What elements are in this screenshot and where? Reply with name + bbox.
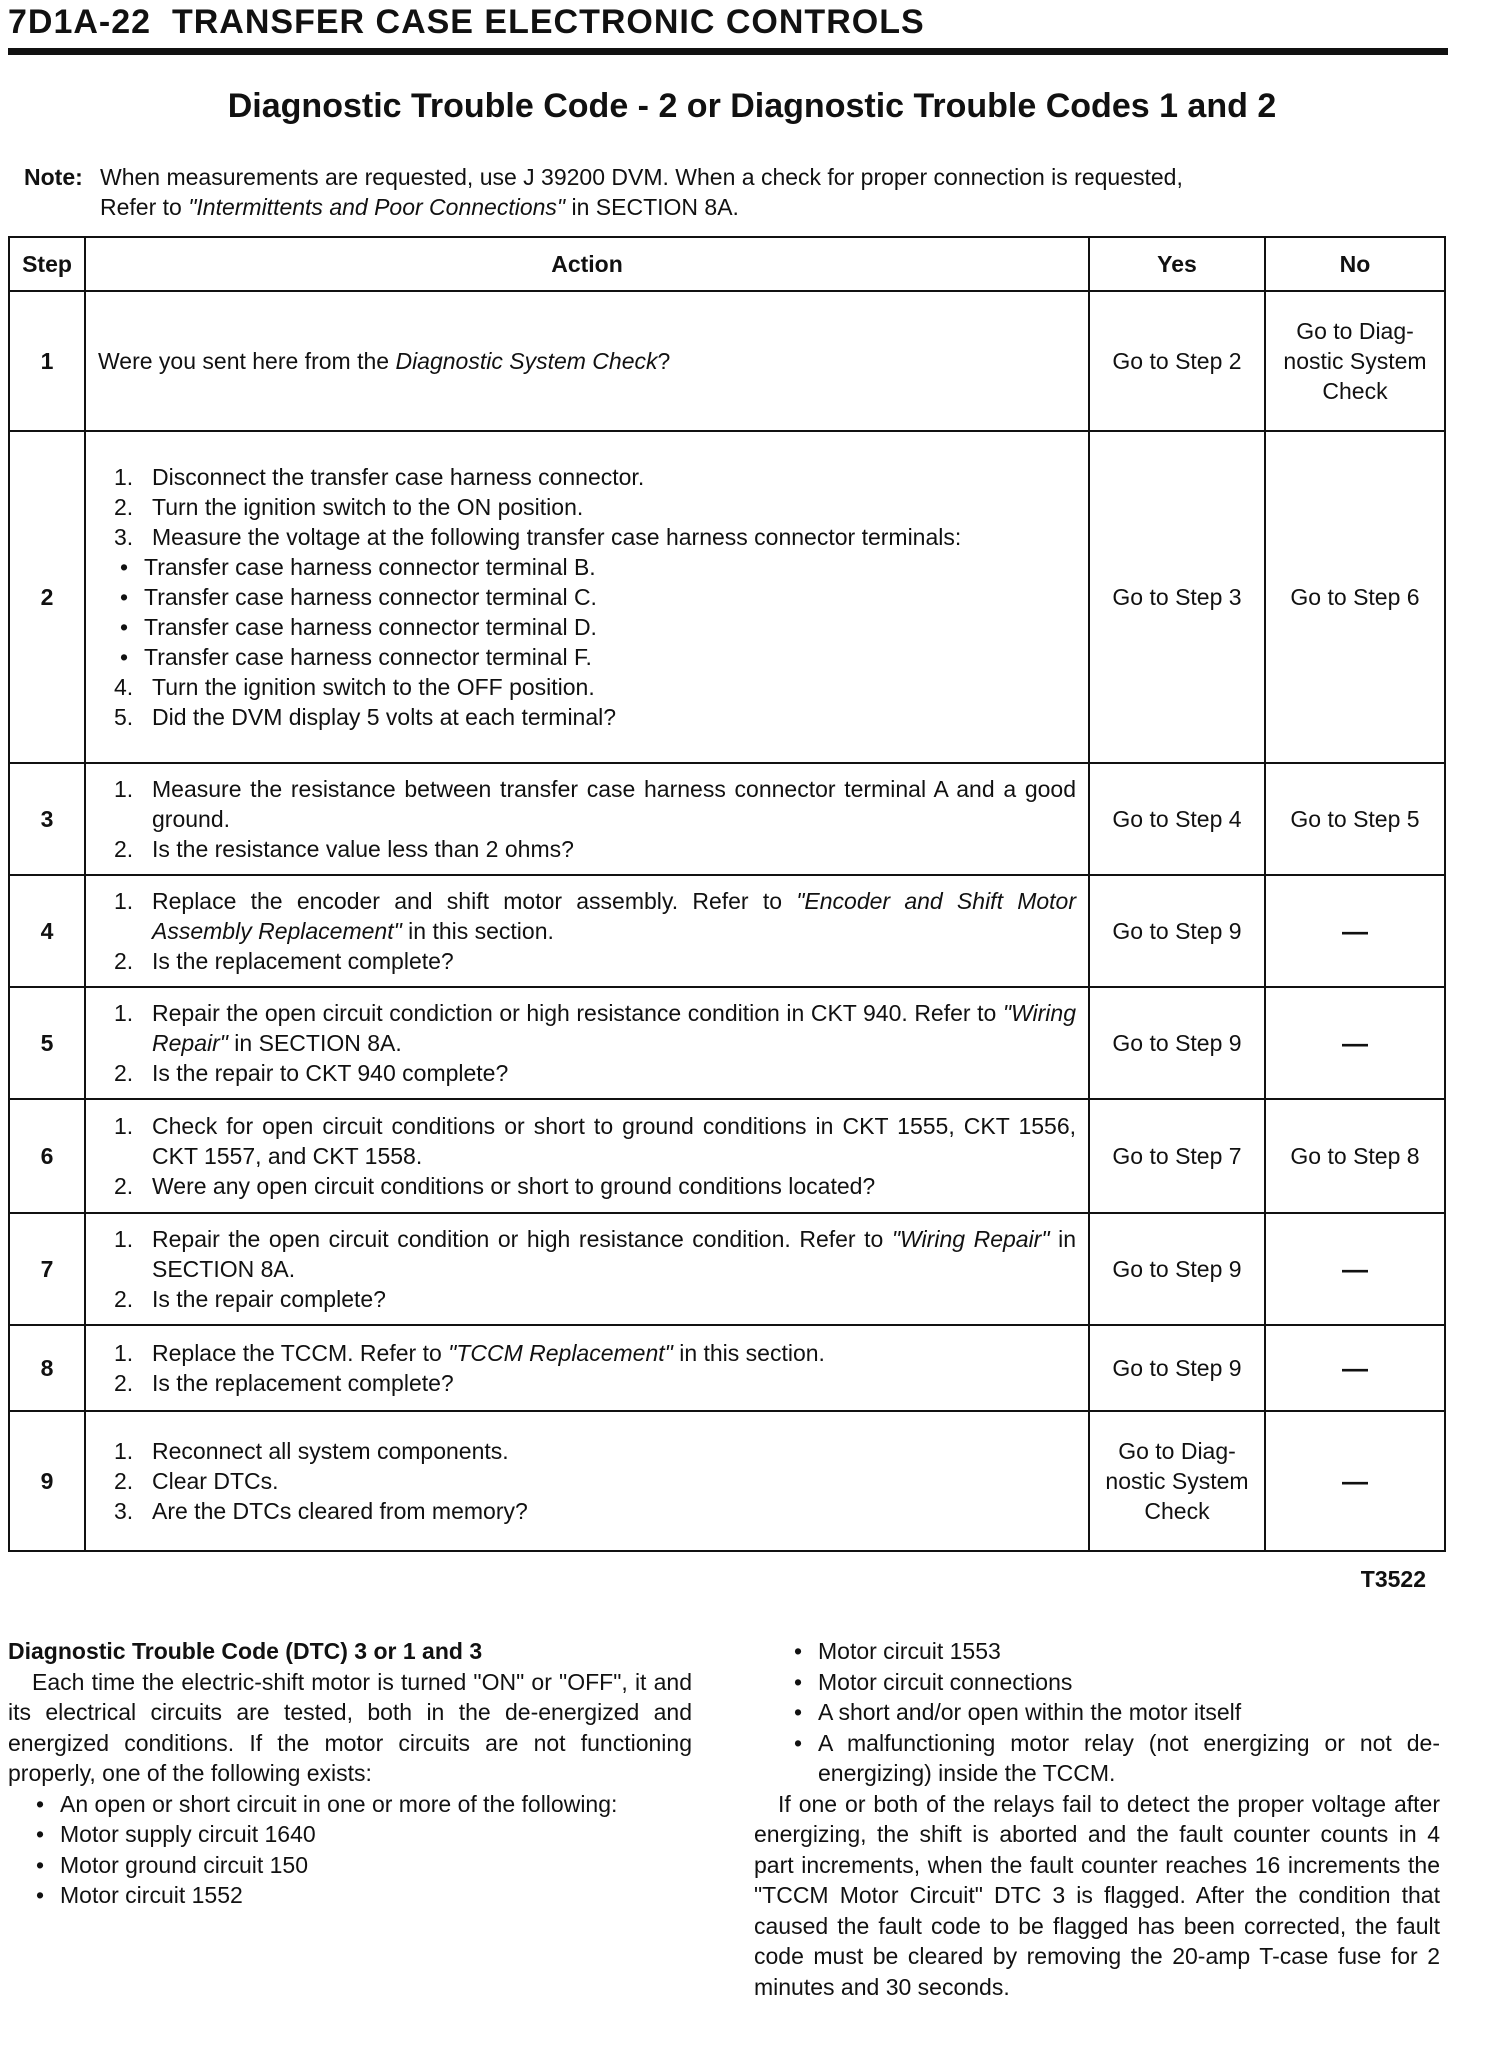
action-item: [114, 1111, 1076, 1171]
item-text: Are the DTCs cleared from memory?: [152, 1498, 528, 1524]
yes-result: Go to Step 3: [1089, 431, 1265, 763]
table-row: [9, 291, 1445, 431]
item-text-italic: "Encoder and Shift Motor Assembly Replacement": [152, 888, 1076, 944]
item-text: Reconnect all system components.: [152, 1438, 509, 1464]
bullet-dot: •: [120, 644, 129, 670]
sub-bullet: [8, 1850, 692, 1881]
item-number: 2.: [114, 948, 134, 974]
sub-bullet: [754, 1728, 1440, 1789]
item-number: 1.: [114, 776, 134, 802]
item-text: Check for open circuit conditions or short to ground conditions in CKT 1555, CKT 1556, CKT 1557, and CKT 1558.: [152, 1113, 1076, 1169]
bullet-text: A short and/or open within the motor itself: [818, 1699, 1242, 1725]
item-text: Turn the ignition switch to the OFF position.: [152, 674, 595, 700]
text-column-right: [754, 1636, 1440, 2002]
note-label: Note:: [24, 164, 83, 190]
yes-result: Go to Step 4: [1089, 763, 1265, 875]
bullet-dot: •: [794, 1638, 803, 1664]
bullet-text: Motor supply circuit 1640: [60, 1821, 316, 1847]
item-text: Did the DVM display 5 volts at each terminal?: [152, 704, 617, 730]
item-text: Disconnect the transfer case harness connector.: [152, 464, 645, 490]
action-item: [114, 1368, 1076, 1398]
step-number: 3: [9, 763, 85, 875]
step-action: [85, 763, 1089, 875]
note-line-2: [24, 192, 1444, 222]
step-action: [85, 875, 1089, 987]
action-item: [114, 834, 1076, 864]
note: [24, 162, 1444, 222]
action-item: [114, 1436, 1076, 1466]
item-text: Measure the resistance between transfer case harness connector terminal A and a good ground.: [152, 776, 1076, 832]
bullet-dot: •: [36, 1790, 45, 1817]
yes-result: Go to Step 9: [1089, 875, 1265, 987]
yes-result: Go to Step 9: [1089, 1325, 1265, 1411]
no-result: —: [1265, 1325, 1445, 1411]
header-yes: Yes: [1089, 237, 1265, 291]
terminal-bullet: [114, 612, 1076, 642]
table-row: [9, 987, 1445, 1099]
yes-result: Go to Step 9: [1089, 987, 1265, 1099]
item-text-pre: Repair the open circuit condiction or high resistance condition in CKT 940. Refer to: [152, 1000, 1003, 1026]
bullet-dot: •: [36, 1821, 45, 1847]
bullet-text: Transfer case harness connector terminal C.: [144, 584, 597, 610]
yes-result: Go to Step 9: [1089, 1213, 1265, 1325]
item-number: 5.: [114, 704, 134, 730]
page-title: Diagnostic Trouble Code - 2 or Diagnostic Trouble Codes 1 and 2: [227, 87, 1277, 125]
bullet-dot: •: [120, 614, 129, 640]
sub-bullet: [754, 1667, 1440, 1698]
step-number: 1: [9, 291, 85, 431]
action-item: [114, 702, 1076, 732]
bullet-dot: •: [120, 554, 129, 580]
step-number: 2: [9, 431, 85, 763]
item-number: 1.: [114, 1438, 134, 1464]
step-action: [85, 1213, 1089, 1325]
bullet-text: Transfer case harness connector terminal D.: [144, 614, 597, 640]
action-item: [114, 774, 1076, 834]
bullet-text: Transfer case harness connector terminal F.: [144, 644, 592, 670]
bullet-text: An open or short circuit in one or more of the following:: [60, 1790, 618, 1817]
action-item: [114, 672, 1076, 702]
item-number: 1.: [114, 1113, 134, 1139]
item-text: [152, 886, 1076, 946]
table-row: [9, 763, 1445, 875]
action-item: [114, 492, 1076, 522]
table-header-row: [9, 237, 1445, 291]
item-text-italic: "TCCM Replacement": [448, 1340, 673, 1366]
no-result: —: [1265, 875, 1445, 987]
action-item: [114, 886, 1076, 946]
item-text: Turn the ignition switch to the ON position.: [152, 494, 584, 520]
table-code: T3522: [1360, 1566, 1426, 1592]
bullet-text: A malfunctioning motor relay (not energizing or not de-energizing) inside the TCCM.: [818, 1729, 1440, 1786]
action-item: [114, 522, 1076, 552]
yes-result: Go to Step 7: [1089, 1099, 1265, 1213]
section-closing: If one or both of the relays fail to detect the proper voltage after energizing, the shift is aborted and the fault counter counts in 4 part increments, when the fault counter reaches 16 increments the "TCCM Motor Circuit" DTC 3 is flagged. After the condition that caused the fault code to be flagged has been corrected, the fault code must be cleared by removing the 20-amp T-case fuse for 2 minutes and 30 seconds.: [754, 1790, 1440, 2000]
action-text-post: ?: [657, 348, 671, 374]
action-item: [114, 462, 1076, 492]
item-text-post: in SECTION 8A.: [152, 1226, 1076, 1282]
table-row: [9, 1099, 1445, 1213]
header-step: Step: [9, 237, 85, 291]
table-row: [9, 1411, 1445, 1551]
action-item: [114, 946, 1076, 976]
action-item: [114, 1496, 1076, 1526]
sub-bullet: [754, 1697, 1440, 1728]
item-number: 2.: [114, 494, 134, 520]
action-item: [114, 1466, 1076, 1496]
item-text: Measure the voltage at the following transfer case harness connector terminals:: [152, 524, 962, 550]
action-item: [114, 1224, 1076, 1284]
step-number: 7: [9, 1213, 85, 1325]
item-number: 2.: [114, 836, 134, 862]
item-number: 1.: [114, 464, 134, 490]
item-text: [152, 1338, 1076, 1368]
action-italic: Diagnostic System Check: [395, 348, 658, 374]
item-number: 4.: [114, 674, 134, 700]
section-intro: Each time the electric-shift motor is turned "ON" or "OFF", it and its electrical circuits are tested, both in the de-energized and energized conditions. If the motor circuits are not functioning properly, one of the following exists:: [8, 1668, 692, 1786]
yes-result: Go to Diag-nostic System Check: [1089, 1411, 1265, 1551]
item-text: Is the repair complete?: [152, 1286, 386, 1312]
item-number: 2.: [114, 1173, 134, 1199]
no-result: Go to Step 8: [1265, 1099, 1445, 1213]
table-row: [9, 1213, 1445, 1325]
table-row: [9, 1325, 1445, 1411]
text-column-left: [8, 1636, 692, 1911]
item-number: 2.: [114, 1286, 134, 1312]
item-text: Clear DTCs.: [152, 1468, 279, 1494]
item-number: 2.: [114, 1468, 134, 1494]
sub-bullet: [8, 1880, 692, 1911]
item-number: 1.: [114, 1226, 134, 1252]
note-line-2-italic: "Intermittents and Poor Connections": [188, 194, 566, 220]
action-text: Were you sent here from the: [98, 348, 396, 374]
item-text-pre: Replace the TCCM. Refer to: [152, 1340, 449, 1366]
action-item: [114, 998, 1076, 1058]
bullet-dot: •: [36, 1882, 45, 1908]
item-text-post: in this section.: [401, 918, 554, 944]
sub-bullet: [754, 1636, 1440, 1667]
item-text-pre: Replace the encoder and shift motor assembly. Refer to: [152, 888, 797, 914]
step-number: 9: [9, 1411, 85, 1551]
bullet-dot: •: [794, 1668, 803, 1695]
item-number: 2.: [114, 1370, 134, 1396]
step-action: [85, 1325, 1089, 1411]
item-text: Is the resistance value less than 2 ohms?: [152, 836, 574, 862]
step-action: [85, 291, 1089, 431]
no-result: —: [1265, 1411, 1445, 1551]
step-action: [85, 1099, 1089, 1213]
main-bullet: [8, 1789, 692, 1820]
action-item: [114, 1058, 1076, 1088]
bullet-text: Motor circuit 1552: [60, 1882, 243, 1908]
step-action: [85, 987, 1089, 1099]
header-title: 7D1A-22 TRANSFER CASE ELECTRONIC CONTROLS: [8, 3, 925, 41]
bullet-text: Motor circuit connections: [818, 1668, 1073, 1695]
item-text: Were any open circuit conditions or short to ground conditions located?: [152, 1173, 876, 1199]
step-action: [85, 1411, 1089, 1551]
header-no: No: [1265, 237, 1445, 291]
item-number: 3.: [114, 524, 134, 550]
page-header: [8, 0, 1448, 55]
step-number: 5: [9, 987, 85, 1099]
bullet-text: Motor circuit 1553: [818, 1638, 1001, 1664]
terminal-bullet: [114, 582, 1076, 612]
no-result: Go to Step 6: [1265, 431, 1445, 763]
item-number: 1.: [114, 888, 134, 914]
table-row: [9, 431, 1445, 763]
step-number: 8: [9, 1325, 85, 1411]
step-number: 6: [9, 1099, 85, 1213]
item-text: [152, 1224, 1076, 1284]
bullet-dot: •: [36, 1851, 45, 1878]
item-text-pre: Repair the open circuit condition or high resistance condition. Refer to: [152, 1226, 892, 1252]
item-number: 3.: [114, 1498, 134, 1524]
no-result: —: [1265, 987, 1445, 1099]
action-item: [114, 1338, 1076, 1368]
bullet-dot: •: [794, 1729, 803, 1756]
note-line-1: When measurements are requested, use J 39200 DVM. When a check for proper connection is requested,: [100, 164, 1183, 190]
bullet-text: Motor ground circuit 150: [60, 1851, 309, 1878]
item-text: Is the replacement complete?: [152, 1370, 454, 1396]
item-number: 1.: [114, 1340, 134, 1366]
item-text-post: in SECTION 8A.: [227, 1030, 402, 1056]
bullet-dot: •: [120, 584, 129, 610]
item-text-italic: "Wiring Repair": [891, 1226, 1050, 1252]
item-text: Is the repair to CKT 940 complete?: [152, 1060, 509, 1086]
no-result: Go to Diag-nostic System Check: [1265, 291, 1445, 431]
terminal-bullet: [114, 552, 1076, 582]
item-text: [152, 998, 1076, 1058]
table-row: [9, 875, 1445, 987]
note-line-2-post: in SECTION 8A.: [565, 194, 739, 220]
sub-bullet: [8, 1819, 692, 1850]
item-text-post: in this section.: [672, 1340, 825, 1366]
action-item: [114, 1171, 1076, 1201]
header-action: Action: [85, 237, 1089, 291]
bullet-dot: •: [794, 1699, 803, 1725]
step-action: [85, 431, 1089, 763]
item-text-italic: "Wiring Repair": [152, 1000, 1076, 1056]
terminal-bullet: [114, 642, 1076, 672]
item-number: 2.: [114, 1060, 134, 1086]
item-text: Is the replacement complete?: [152, 948, 454, 974]
no-result: Go to Step 5: [1265, 763, 1445, 875]
bullet-text: Transfer case harness connector terminal B.: [144, 554, 596, 580]
diagnostic-table: [8, 236, 1446, 1552]
item-number: 1.: [114, 1000, 134, 1026]
section-heading: Diagnostic Trouble Code (DTC) 3 or 1 and 3: [8, 1638, 483, 1664]
no-result: —: [1265, 1213, 1445, 1325]
action-item: [114, 1284, 1076, 1314]
yes-result: Go to Step 2: [1089, 291, 1265, 431]
step-number: 4: [9, 875, 85, 987]
note-line-2-pre: Refer to: [100, 194, 189, 220]
